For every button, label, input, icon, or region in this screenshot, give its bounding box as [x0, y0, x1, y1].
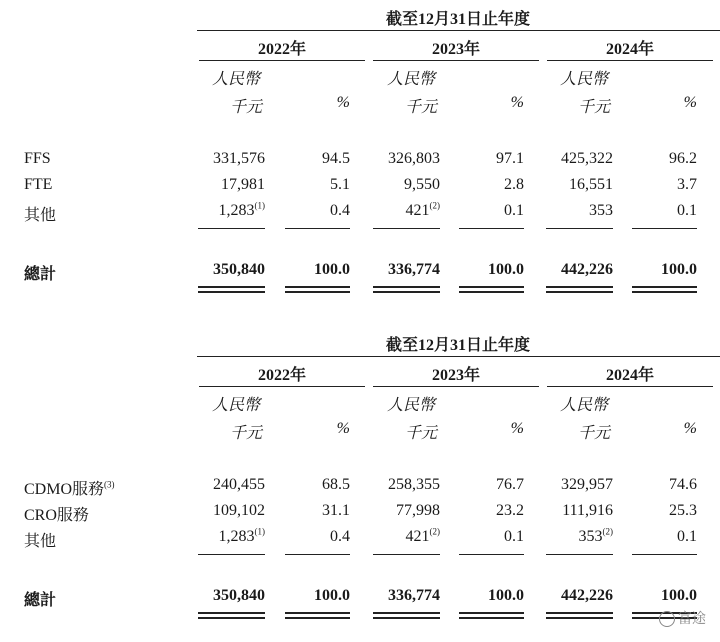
subtotal-rule [285, 554, 350, 555]
subtotal-rule [546, 228, 613, 229]
percent-cell: 96.2 [669, 150, 697, 167]
unit-label: 千元 [230, 99, 263, 116]
value-cell [388, 476, 440, 494]
value-cell [406, 528, 441, 546]
total-double-rule [459, 612, 524, 614]
subtotal-rule [632, 554, 697, 555]
value-text: 111,916 [562, 502, 613, 519]
percent-label: % [683, 94, 697, 111]
row-label [24, 150, 51, 168]
subtotal-rule [459, 554, 524, 555]
percent-cell: 74.6 [669, 476, 697, 493]
total-double-rule [373, 291, 440, 293]
subtotal-rule [373, 554, 440, 555]
value-cell [213, 502, 265, 520]
subtotal-rule [198, 228, 265, 229]
year-rule [199, 386, 365, 387]
total-value: 336,774 [388, 587, 440, 604]
total-percent: 100.0 [314, 587, 350, 604]
currency-label: 人民幣 [212, 71, 261, 88]
total-double-rule [459, 286, 524, 288]
percent-cell: 97.1 [496, 150, 524, 167]
value-cell [569, 176, 613, 194]
total-value: 336,774 [388, 261, 440, 278]
percent-cell: 0.1 [504, 528, 524, 545]
row-label [24, 202, 56, 225]
value-text: 1,283 [218, 528, 255, 545]
total-double-rule [285, 617, 350, 619]
value-text: 77,998 [396, 502, 440, 519]
table-row [0, 476, 720, 500]
value-cell [561, 476, 613, 494]
total-double-rule [546, 286, 613, 288]
total-double-rule [198, 286, 265, 288]
header-rule [197, 30, 720, 31]
total-double-rule [285, 291, 350, 293]
value-cell [221, 176, 265, 194]
year-rule [373, 386, 539, 387]
watermark-text: 富途 [678, 611, 706, 627]
total-double-rule [373, 286, 440, 288]
value-cell [213, 476, 265, 494]
row-label-text: FFS [24, 150, 51, 167]
table-2 [0, 326, 720, 642]
value-cell [561, 150, 613, 168]
year-label: 2024年 [605, 41, 654, 58]
currency-label: 人民幣 [212, 397, 261, 414]
total-value: 442,226 [561, 587, 613, 604]
percent-cell: 0.1 [677, 202, 697, 219]
footnote-marker: (1) [254, 200, 265, 211]
percent-cell: 5.1 [330, 176, 350, 193]
total-label: 總計 [24, 592, 57, 609]
total-double-rule [198, 291, 265, 293]
currency-label: 人民幣 [387, 71, 436, 88]
table-row [0, 528, 720, 552]
percent-cell: 0.4 [330, 202, 350, 219]
percent-label: % [336, 420, 350, 437]
percent-label: % [510, 420, 524, 437]
percent-label: % [336, 94, 350, 111]
total-percent: 100.0 [661, 261, 697, 278]
total-percent: 100.0 [314, 261, 350, 278]
unit-label: 千元 [578, 425, 611, 442]
year-label: 2022年 [257, 41, 306, 58]
period-header: 截至12月31日止年度 [385, 337, 530, 354]
value-text: 329,957 [561, 476, 613, 493]
percent-cell: 68.5 [322, 476, 350, 493]
row-label-text: 其他 [24, 533, 57, 550]
subtotal-rule [546, 554, 613, 555]
value-text: 1,283 [218, 202, 255, 219]
percent-label: % [510, 94, 524, 111]
currency-label: 人民幣 [387, 397, 436, 414]
value-text: 258,355 [388, 476, 440, 493]
total-double-rule [632, 291, 697, 293]
total-label: 總計 [24, 266, 57, 283]
row-label [24, 528, 56, 551]
total-double-rule [285, 612, 350, 614]
table-row [0, 150, 720, 174]
value-text: 331,576 [213, 150, 265, 167]
row-label-text: CRO服務 [24, 507, 89, 524]
footnote-marker: (3) [104, 479, 115, 490]
total-double-rule [285, 286, 350, 288]
weibo-icon [659, 611, 675, 627]
value-text: 17,981 [221, 176, 265, 193]
table-row [0, 202, 720, 226]
footnote-marker: (2) [429, 200, 440, 211]
percent-cell: 25.3 [669, 502, 697, 519]
total-double-rule [373, 617, 440, 619]
year-rule [373, 60, 539, 61]
percent-cell: 0.1 [504, 202, 524, 219]
currency-label: 人民幣 [560, 71, 609, 88]
year-label: 2023年 [431, 367, 480, 384]
total-double-rule [546, 617, 613, 619]
value-text: 421 [405, 528, 430, 545]
total-double-rule [198, 617, 265, 619]
total-double-rule [632, 286, 697, 288]
total-double-rule [459, 617, 524, 619]
total-value: 442,226 [561, 261, 613, 278]
subtotal-rule [373, 228, 440, 229]
year-rule [199, 60, 365, 61]
value-text: 421 [405, 202, 430, 219]
year-label: 2024年 [605, 367, 654, 384]
value-text: 353 [578, 528, 603, 545]
header-rule [197, 356, 720, 357]
value-text: 240,455 [213, 476, 265, 493]
year-label: 2022年 [257, 367, 306, 384]
percent-cell: 0.4 [330, 528, 350, 545]
total-double-rule [546, 612, 613, 614]
subtotal-rule [198, 554, 265, 555]
subtotal-rule [459, 228, 524, 229]
total-row [0, 587, 720, 611]
row-label-text: 其他 [24, 207, 57, 224]
value-text: 9,550 [404, 176, 440, 193]
value-cell [562, 502, 613, 520]
total-double-rule [546, 291, 613, 293]
footnote-marker: (2) [602, 526, 613, 537]
total-row [0, 261, 720, 285]
unit-label: 千元 [230, 425, 263, 442]
value-text: 326,803 [388, 150, 440, 167]
percent-cell: 31.1 [322, 502, 350, 519]
value-cell [396, 502, 440, 520]
footnote-marker: (1) [254, 526, 265, 537]
percent-cell: 2.8 [504, 176, 524, 193]
value-cell [404, 176, 440, 194]
period-header: 截至12月31日止年度 [385, 11, 530, 28]
value-cell [213, 150, 265, 168]
percent-cell: 0.1 [677, 528, 697, 545]
total-percent: 100.0 [488, 261, 524, 278]
value-cell [406, 202, 441, 220]
total-value: 350,840 [213, 261, 265, 278]
total-percent: 100.0 [488, 587, 524, 604]
subtotal-rule [632, 228, 697, 229]
total-double-rule [373, 612, 440, 614]
subtotal-rule [285, 228, 350, 229]
value-cell [219, 202, 266, 220]
value-text: 353 [589, 202, 613, 219]
row-label-text: FTE [24, 176, 53, 193]
row-label [24, 476, 115, 499]
value-text: 109,102 [213, 502, 265, 519]
year-rule [547, 386, 713, 387]
value-text: 16,551 [569, 176, 613, 193]
percent-cell: 94.5 [322, 150, 350, 167]
value-cell [589, 202, 613, 220]
watermark [659, 608, 706, 628]
currency-label: 人民幣 [560, 397, 609, 414]
total-value: 350,840 [213, 587, 265, 604]
row-label [24, 502, 89, 525]
table-row [0, 176, 720, 200]
total-percent: 100.0 [661, 587, 697, 604]
value-cell [388, 150, 440, 168]
percent-cell: 76.7 [496, 476, 524, 493]
value-cell [219, 528, 266, 546]
table-1 [0, 0, 720, 316]
unit-label: 千元 [405, 425, 438, 442]
percent-label: % [683, 420, 697, 437]
value-cell [579, 528, 614, 546]
year-rule [547, 60, 713, 61]
row-label [24, 176, 52, 194]
total-double-rule [198, 612, 265, 614]
year-label: 2023年 [431, 41, 480, 58]
unit-label: 千元 [405, 99, 438, 116]
percent-cell: 3.7 [677, 176, 697, 193]
row-label-text: CDMO服務 [24, 481, 105, 498]
footnote-marker: (2) [429, 526, 440, 537]
total-double-rule [459, 291, 524, 293]
percent-cell: 23.2 [496, 502, 524, 519]
unit-label: 千元 [578, 99, 611, 116]
value-text: 425,322 [561, 150, 613, 167]
table-row [0, 502, 720, 526]
